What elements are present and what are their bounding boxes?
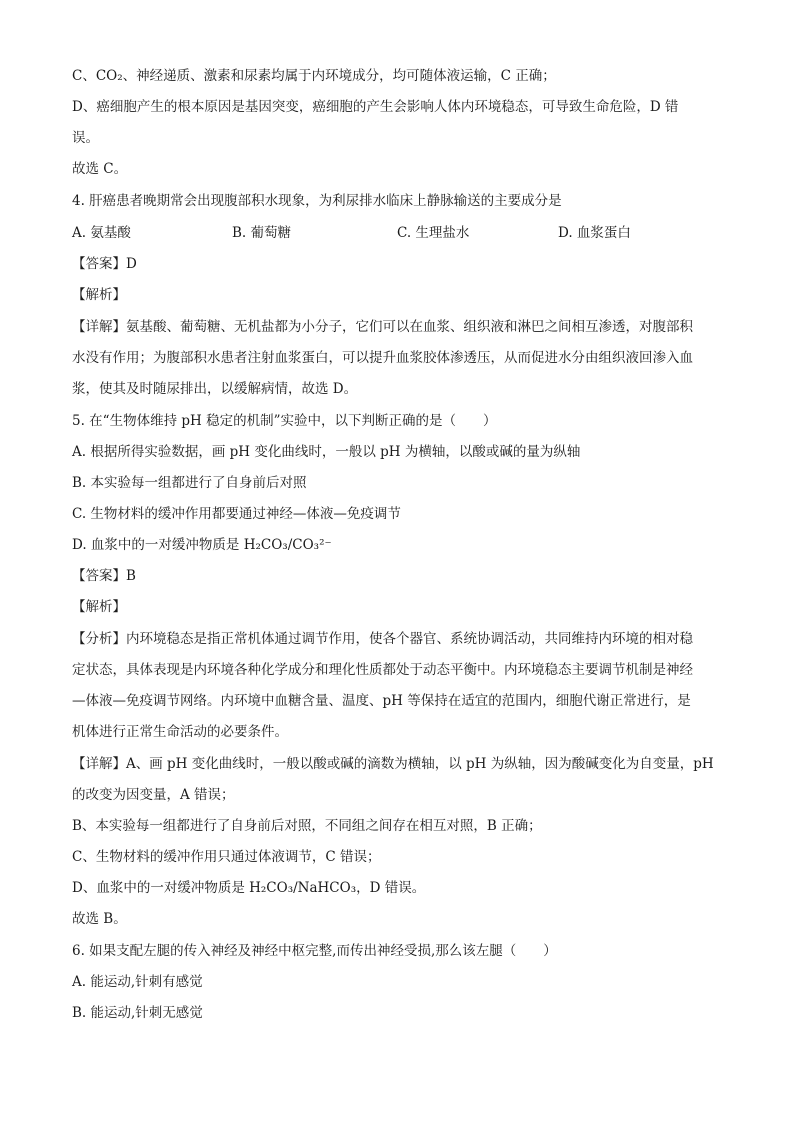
option-b: B. 本实验每一组都进行了自身前后对照 [72, 475, 307, 491]
detail-line: 的改变为因变量，A 错误； [72, 787, 235, 803]
analysis-line: 【分析】内环境稳态是指正常机体通过调节作用，使各个器官、系统协调活动，共同维持内环境的相对稳 [72, 631, 693, 647]
option-c: C. 生物材料的缓冲作用都要通过神经—体液—免疫调节 [72, 506, 401, 522]
option-c: C. 生理盐水 [397, 225, 470, 241]
detail-line: 浆，使其及时随尿排出，以缓解病情，故选 D。 [72, 381, 358, 397]
analysis-line: 机体进行正常生命活动的必要条件。 [72, 724, 288, 740]
answer-label: 【答案】B [72, 568, 136, 584]
text-line: 误。 [72, 130, 99, 146]
question-6: 6. 如果支配左腿的传入神经及神经中枢完整,而传出神经受损,那么该左腿（ ） [72, 943, 557, 959]
detail-line: D、血浆中的一对缓冲物质是 H₂CO₃/NaHCO₃，D 错误。 [72, 880, 426, 896]
option-d: D. 血浆蛋白 [558, 225, 631, 241]
detail-line: 【详解】氨基酸、葡萄糖、无机盐都为小分子，它们可以在血浆、组织液和淋巴之间相互渗透，对腹部积 [72, 319, 693, 335]
answer-label: 【答案】D [72, 256, 137, 272]
detail-line: B、本实验每一组都进行了自身前后对照，不同组之间存在相互对照，B 正确； [72, 818, 542, 834]
analysis-label: 【解析】 [72, 599, 126, 615]
detail-line: 故选 B。 [72, 911, 127, 927]
detail-line: C、生物材料的缓冲作用只通过体液调节，C 错误； [72, 849, 381, 865]
question-4: 4. 肝癌患者晚期常会出现腹部积水现象，为利尿排水临床上静脉输送的主要成分是 [72, 193, 562, 209]
analysis-label: 【解析】 [72, 287, 126, 303]
option-a: A. 氨基酸 [72, 225, 131, 241]
option-b: B. 葡萄糖 [232, 225, 292, 241]
text-line: 故选 C。 [72, 161, 128, 177]
detail-line: 水没有作用；为腹部积水患者注射血浆蛋白，可以提升血浆胶体渗透压，从而促进水分由组织液回渗入血 [72, 350, 693, 366]
question-5: 5. 在“生物体维持 pH 稳定的机制”实验中，以下判断正确的是（ ） [72, 413, 497, 429]
analysis-line: —体液—免疫调节网络。内环境中血糖含量、温度、pH 等保持在适宜的范围内，细胞代谢正常进行，是 [72, 693, 691, 709]
option-b: B. 能运动,针刺无感觉 [72, 1005, 203, 1021]
option-a: A. 根据所得实验数据，画 pH 变化曲线时，一般以 pH 为横轴，以酸或碱的量为纵轴 [72, 444, 581, 460]
analysis-line: 定状态，具体表现是内环境各种化学成分和理化性质都处于动态平衡中。内环境稳态主要调节机制是神经 [72, 662, 693, 678]
detail-line: 【详解】A、画 pH 变化曲线时，一般以酸或碱的滴数为横轴，以 pH 为纵轴，因为酸碱变化为自变量，pH [72, 756, 714, 772]
text-line: C、CO₂、神经递质、激素和尿素均属于内环境成分，均可随体液运输，C 正确； [72, 68, 556, 84]
option-a: A. 能运动,针刺有感觉 [72, 974, 203, 990]
option-d: D. 血浆中的一对缓冲物质是 H₂CO₃/CO₃²⁻ [72, 537, 332, 553]
text-line: D、癌细胞产生的根本原因是基因突变，癌细胞的产生会影响人体内环境稳态，可导致生命危险，D 错 [72, 99, 679, 115]
